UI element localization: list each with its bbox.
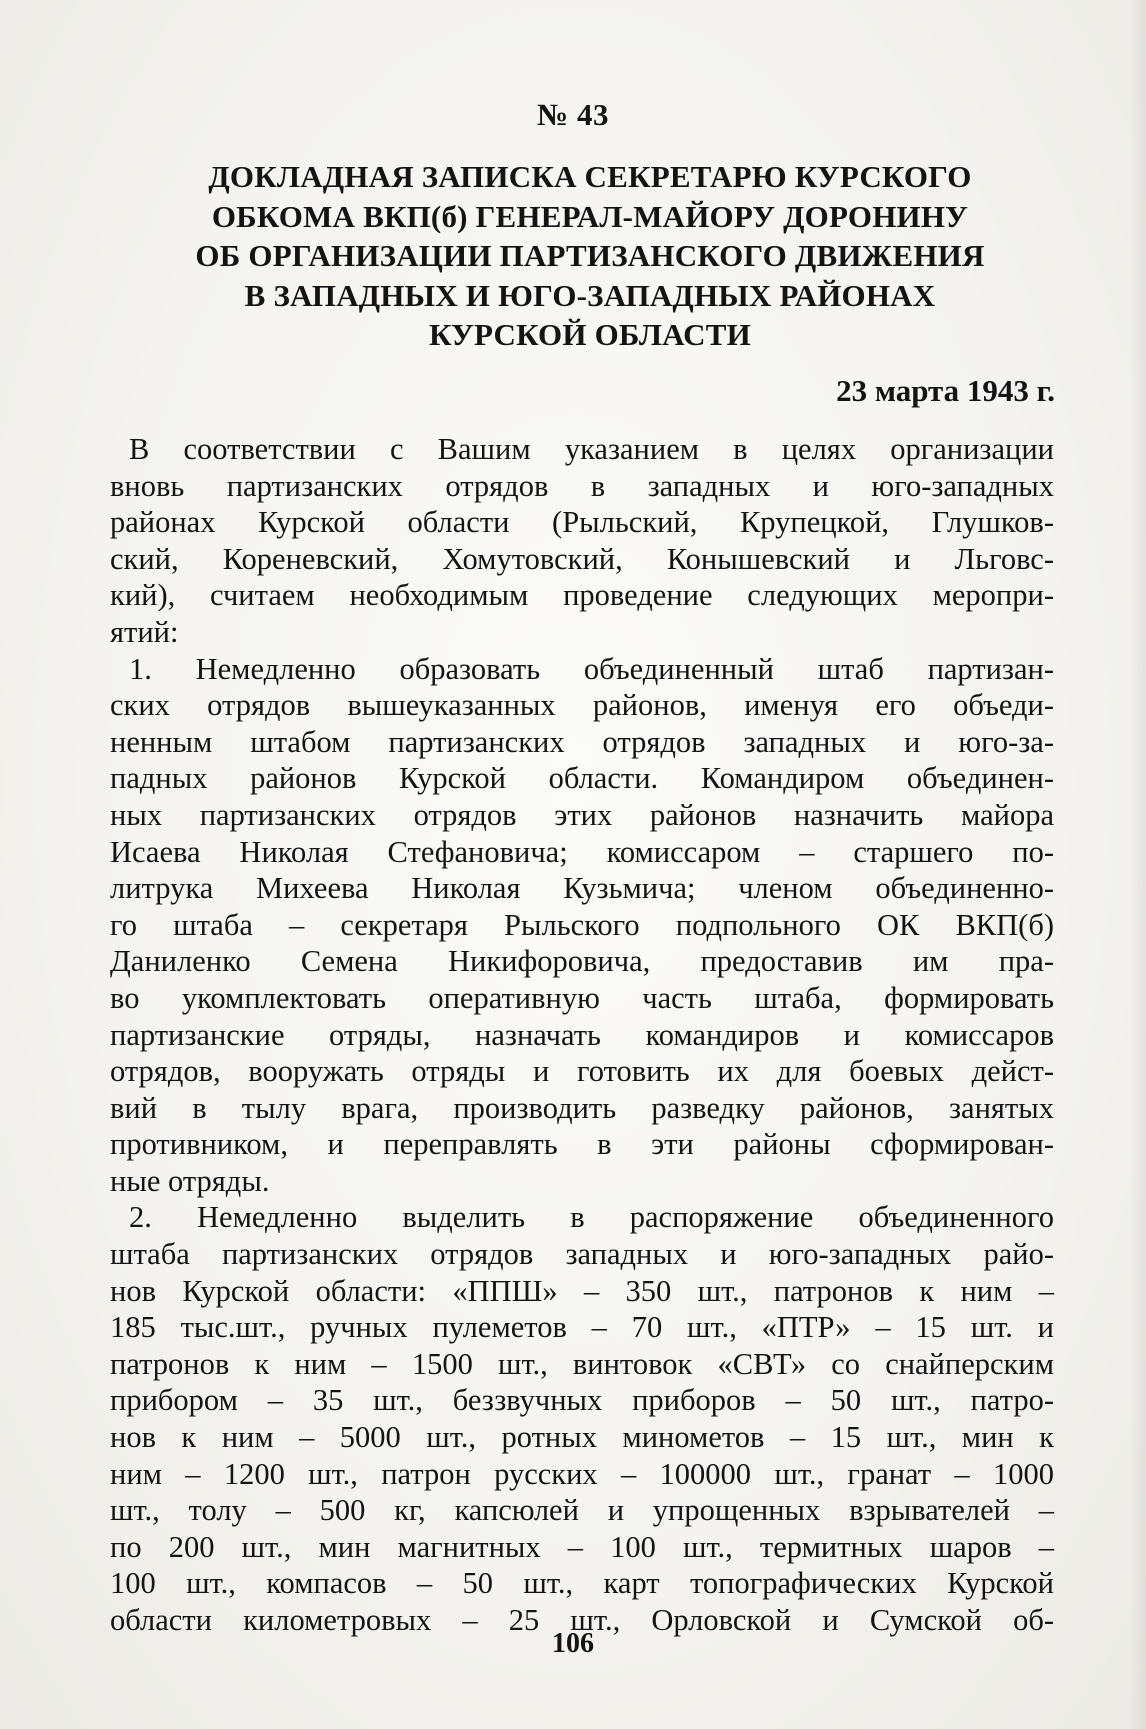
text-line: ский, Кореневский, Хомутовский, Конышевский и Льговс-: [110, 541, 1054, 576]
text-line: штаба партизанских отрядов западных и юго-западных райо-: [110, 1237, 1054, 1272]
title-line: В ЗАПАДНЫХ И ЮГО-ЗАПАДНЫХ РАЙОНАХ: [244, 277, 936, 313]
document-number: № 43: [537, 97, 609, 132]
text-line: нов Курской области: «ППШ» – 350 шт., патронов к ним –: [110, 1273, 1054, 1308]
text-line: ятий:: [110, 614, 179, 649]
title-line: ОБКОМА ВКП(б) ГЕНЕРАЛ-МАЙОРУ ДОРОНИНУ: [211, 198, 969, 234]
text-line: противником, и переправлять в эти районы сформирован-: [110, 1127, 1054, 1162]
text-line: падных районов Курской области. Командиром объединен-: [110, 761, 1054, 796]
page-edge-shadow: [1130, 0, 1146, 1729]
text-line: 2. Немедленно выделить в распоряжение объединенного: [129, 1200, 1054, 1235]
text-line: го штаба – секретаря Рыльского подпольного ОК ВКП(б): [110, 907, 1054, 942]
document-body: [110, 431, 1054, 1639]
text-line: вновь партизанских отрядов в западных и юго-западных: [110, 468, 1054, 503]
text-line: отрядов, вооружать отряды и готовить их для боевых дейст-: [110, 1054, 1054, 1089]
text-line: В соответствии с Вашим указанием в целях организации: [129, 432, 1054, 466]
text-line: шт., толу – 500 кг, капсюлей и упрощенных взрывателей –: [110, 1493, 1054, 1528]
text-line: вий в тылу врага, производить разведку районов, занятых: [110, 1090, 1054, 1125]
text-line: Исаева Николая Стефановича; комиссаром – старшего по-: [110, 834, 1054, 869]
title-line: ОБ ОРГАНИЗАЦИИ ПАРТИЗАНСКОГО ДВИЖЕНИЯ: [195, 238, 985, 273]
text-line: ненным штабом партизанских отрядов западных и юго-за-: [110, 724, 1054, 759]
document-date: 23 марта 1943 г.: [836, 373, 1055, 408]
text-line: нов к ним – 5000 шт., ротных минометов – 15 шт., мин к: [110, 1420, 1054, 1455]
text-line: литрука Михеева Николая Кузьмича; членом объединенно-: [110, 871, 1054, 906]
paragraph-item-2: [110, 1199, 1054, 1638]
paragraph-intro: [110, 431, 1054, 651]
title-line: ДОКЛАДНАЯ ЗАПИСКА СЕКРЕТАРЮ КУРСКОГО: [208, 159, 972, 194]
text-line: во укомплектовать оперативную часть штаба, формировать: [110, 980, 1054, 1015]
text-line: ним – 1200 шт., патрон русских – 100000 шт., гранат – 1000: [110, 1456, 1054, 1491]
page-number: 106: [552, 1628, 594, 1659]
text-line: области километровых – 25 шт., Орловской и Сумской об-: [110, 1603, 1054, 1637]
text-line: кий), считаем необходимым проведение следующих меропри-: [110, 578, 1054, 613]
text-line: патронов к ним – 1500 шт., винтовок «СВТ» со снайперским: [110, 1346, 1054, 1381]
text-line: 185 тыс.шт., ручных пулеметов – 70 шт., «ПТР» – 15 шт. и: [110, 1310, 1054, 1345]
text-line: прибором – 35 шт., беззвучных приборов – 50 шт., патро-: [110, 1383, 1054, 1418]
text-line: районах Курской области (Рыльский, Крупецкой, Глушков-: [110, 505, 1054, 540]
text-line: 100 шт., компасов – 50 шт., карт топографических Курской: [110, 1566, 1054, 1601]
text-line: 1. Немедленно образовать объединенный штаб партизан-: [129, 651, 1054, 686]
paragraph-item-1: [110, 651, 1054, 1200]
text-line: ных партизанских отрядов этих районов назначить майора: [110, 797, 1054, 832]
title-line: КУРСКОЙ ОБЛАСТИ: [429, 317, 751, 352]
document-title: [150, 157, 1030, 355]
text-line: по 200 шт., мин магнитных – 100 шт., термитных шаров –: [110, 1529, 1054, 1564]
text-line: ских отрядов вышеуказанных районов, именуя его объеди-: [110, 688, 1054, 723]
text-line: партизанские отряды, назначать командиров и комиссаров: [110, 1017, 1054, 1052]
text-line: ные отряды.: [110, 1163, 270, 1198]
text-line: Даниленко Семена Никифоровича, предоставив им пра-: [110, 944, 1054, 979]
